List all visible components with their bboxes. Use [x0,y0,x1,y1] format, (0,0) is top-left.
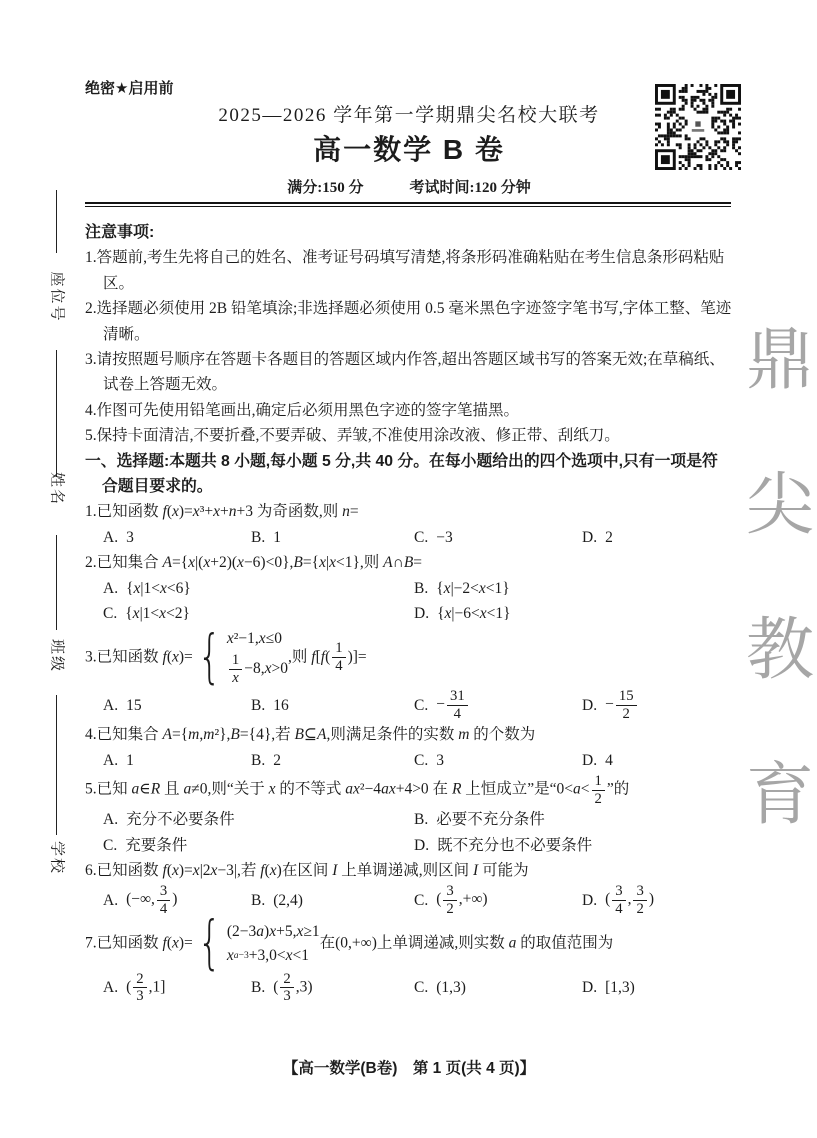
exam-session-title: 2025—2026 学年第一学期鼎尖名校大联考 [218,105,600,126]
question-7 [85,909,733,1005]
option-label: A. [103,891,119,909]
question-1-option-c [414,525,582,550]
option-body: 2 [605,528,613,546]
question-3-option-c [414,688,582,722]
question-1 [85,499,733,550]
option-body: ( $\frac{2}{3}$ ,3) [273,970,313,1005]
question-2 [85,550,733,626]
option-body: − $\frac{31}{4}$ [436,688,469,722]
exam-meta [85,176,733,201]
seal-line-seat [56,190,57,253]
question-3-option-a [103,693,251,718]
option-body: {x|−6<x<1} [437,605,511,623]
option-body: (1,3) [436,979,466,996]
question-7-option-a [103,971,251,1005]
option-label: A. [103,811,119,829]
option-label: D. [582,528,598,546]
option-label: C. [103,605,118,623]
question-6-option-b [251,888,414,913]
option-label: D. [582,751,598,769]
question-6-stem: 6.已知函数 f(x)=x|2x−3|,若 f(x)在区间 I 上单调递减,则区间 I 可能为 [85,861,529,879]
notice-item-4: 4.作图可先使用铅笔画出,确定后必须用黑色字迹的签字笔描黑。 [85,401,520,419]
question-3-stem: 3.已知函数 f(x)= { x ²−1, x ≤0 $\frac{1}{x}$ −8, x >0 ,则 f[f( $\frac{1}{4}$ )]= [85,623,367,691]
question-2-option-b [414,576,733,601]
question-4-option-d [582,748,733,773]
brand-watermark [742,322,817,833]
option-label: B. [251,891,266,909]
option-label: C. [414,696,429,714]
option-body: 3 [436,751,444,769]
security-label: 绝密★启用前 [85,80,174,97]
question-5-stem: 5.已知 a∈R 且 a≠0,则“关于 x 的不等式 ax²−4ax+4>0 在 R 上恒成立”是“0<a< $\frac{1}{2}$ ”的 [85,773,630,807]
question-4-stem: 4.已知集合 A={m,m²},B={4},若 B⊆A,则满足条件的实数 m 的个数为 [85,726,536,744]
question-7-option-d [582,975,733,1000]
question-6-option-c [414,883,582,917]
question-5-option-c [103,833,414,858]
watermark-char: 鼎 [745,322,814,398]
question-7-options [85,971,733,1005]
option-label: A. [103,751,119,769]
question-5 [85,773,733,858]
option-body: 既不充分也不必要条件 [437,836,593,854]
question-1-option-b [251,525,414,550]
question-4 [85,722,733,773]
option-body: 2 [273,751,281,769]
question-4-options [85,748,733,773]
option-label: D. [414,605,430,623]
notice-item-3: 3.请按照题号顺序在答题卡各题目的答题区域内作答,超出答题区域书写的答案无效;在草稿纸、试卷上答题无效。 [85,351,725,394]
question-2-option-d [414,601,733,626]
qr-code-image [655,84,741,170]
seal-line-school [56,695,57,835]
seal-line-class [56,535,57,630]
question-5-option-d [414,833,733,858]
option-body: − $\frac{15}{2}$ [605,688,638,722]
option-label: C. [414,528,429,546]
notice-item-1: 1.答题前,考生先将自己的姓名、准考证号码填写清楚,将条形码准确粘贴在考生信息条形码粘贴区。 [85,249,725,292]
question-4-option-b [251,748,414,773]
question-2-options [85,576,733,627]
question-7-stem: 7.已知函数 f(x)= { (2−3 a ) x +5, x ≥1 x a−3 +3,0< x <1 在(0,+∞)上单调递减,则实数 a 的取值范围为 [85,909,614,977]
watermark-char: 育 [745,757,814,833]
page-footer: 【高一数学(B卷) 第 1 页(共 4 页)】 [282,1060,536,1077]
option-body: 1 [126,751,134,769]
exam-body [85,220,733,1005]
option-label: D. [414,836,430,854]
option-label: B. [414,811,429,829]
option-body: 16 [273,696,289,714]
header-rule [85,202,731,207]
option-body: 充分不必要条件 [126,811,235,829]
option-body: {x|1<x<2} [125,605,190,623]
duration-label: 考试时间:120 分钟 [409,180,531,196]
seal-line-name [56,350,57,477]
question-7-option-c [414,975,582,1000]
option-label: A. [103,528,119,546]
question-2-stem: 2.已知集合 A={x|(x+2)(x−6)<0},B={x|x<1},则 A∩B= [85,554,423,572]
full-score-label: 满分:150 分 [287,180,364,196]
option-body: [1,3) [605,979,635,996]
question-6-option-a [103,883,251,917]
option-label: A. [103,979,119,996]
option-body: (−∞, $\frac{3}{4}$ ) [126,883,178,917]
option-label: A. [103,579,119,597]
qr-code [655,84,741,170]
option-label: C. [414,891,429,909]
paper-title: 高一数学 B 卷 [313,134,505,165]
notice-item-2: 2.选择题必须使用 2B 铅笔填涂;非选择题必须使用 0.5 毫米黑色字迹签字笔书写,字体工整、笔迹清晰。 [85,300,732,343]
question-4-option-a [103,748,251,773]
question-1-option-d [582,525,733,550]
option-body: 4 [605,751,613,769]
option-body: 1 [273,528,281,546]
option-body: −3 [436,528,453,546]
option-body: {x|−2<x<1} [436,579,510,597]
question-5-options [85,807,733,858]
option-body: 15 [126,696,142,714]
notice-heading: 注意事项: [85,224,155,241]
question-5-option-b [414,807,733,832]
option-label: B. [251,751,266,769]
option-label: B. [414,579,429,597]
option-label: B. [251,979,266,996]
watermark-char: 尖 [745,467,814,543]
option-label: C. [414,979,429,996]
section-heading: 一、选择题:本题共 8 小题,每小题 5 分,共 40 分。在每小题给出的四个选项中,只有一项是符合题目要求的。 [85,452,718,496]
question-6-options [85,883,733,917]
option-body: {x|1<x<6} [126,579,191,597]
option-label: A. [103,696,119,714]
question-6 [85,858,733,917]
question-7-option-b [251,971,414,1005]
question-5-option-a [103,807,414,832]
notice-item-5: 5.保持卡面清洁,不要折叠,不要弄破、弄皱,不准使用涂改液、修正带、刮纸刀。 [85,427,620,445]
option-label: B. [251,696,266,714]
option-label: D. [582,696,598,714]
question-3 [85,623,733,723]
option-body: 必要不充分条件 [436,811,545,829]
question-4-option-c [414,748,582,773]
option-body: 3 [126,528,134,546]
option-body: ( $\frac{3}{2}$ ,+∞) [436,883,488,917]
question-1-stem: 1.已知函数 f(x)=x³+x+n+3 为奇函数,则 n= [85,503,359,521]
question-2-option-a [103,576,414,601]
question-1-option-a [103,525,251,550]
option-body: ( $\frac{3}{4}$ , $\frac{3}{2}$ ) [605,883,655,917]
option-label: D. [582,891,598,909]
option-body: ( $\frac{2}{3}$ ,1] [126,970,166,1005]
option-label: D. [582,979,598,996]
question-3-option-d [582,688,733,722]
option-label: C. [414,751,429,769]
question-2-option-c [103,601,414,626]
question-6-option-d [582,883,733,917]
option-body: (2,4) [273,891,303,909]
watermark-char: 教 [745,612,814,688]
option-label: C. [103,836,118,854]
question-3-options [85,688,733,722]
question-3-option-b [251,693,414,718]
question-1-options [85,525,733,550]
option-label: B. [251,528,266,546]
option-body: 充要条件 [125,836,188,854]
